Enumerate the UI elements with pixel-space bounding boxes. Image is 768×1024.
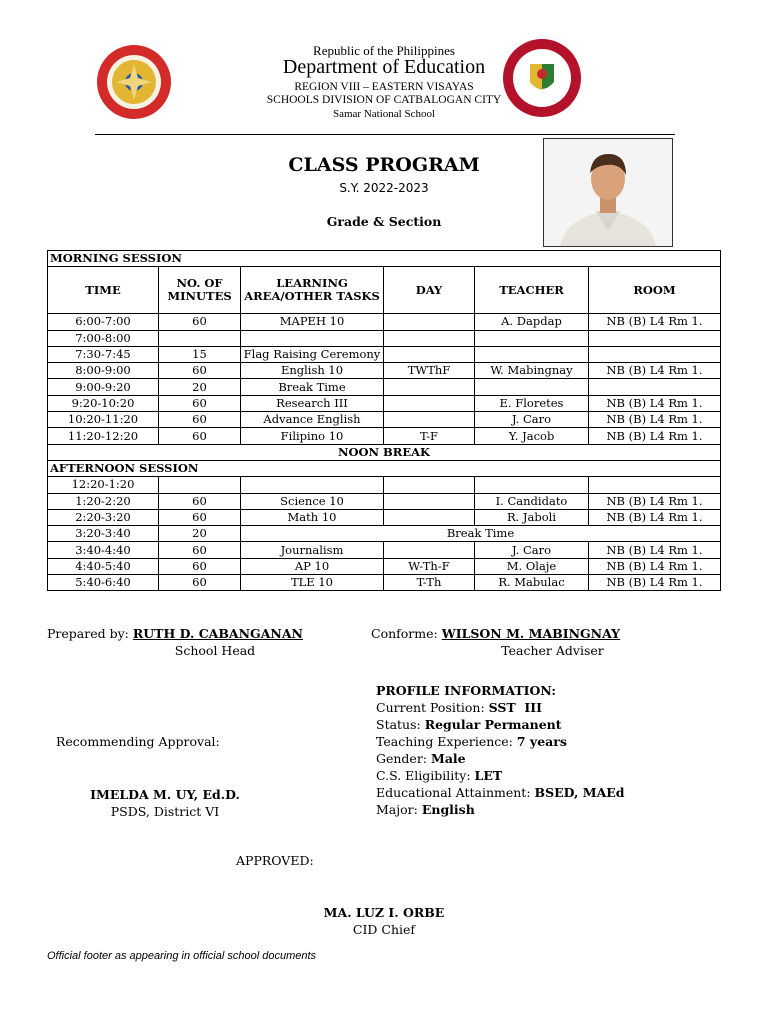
approved-title: CID Chief	[352, 922, 416, 937]
room-cell	[589, 379, 721, 395]
room-cell: NB (B) L4 Rm 1.	[589, 412, 721, 428]
division-line: SCHOOLS DIVISION OF CATBALOGAN CITY	[266, 94, 502, 106]
table-row	[48, 412, 721, 428]
area-cell: TLE 10	[241, 575, 384, 591]
time-cell: 6:00-7:00	[48, 314, 159, 330]
profile-item	[376, 750, 625, 767]
room-cell: NB (B) L4 Rm 1.	[589, 363, 721, 379]
day-cell: W-Th-F	[384, 558, 475, 574]
room-cell: NB (B) L4 Rm 1.	[589, 395, 721, 411]
minutes-cell: 60	[159, 412, 241, 428]
prepared-by	[47, 626, 303, 641]
minutes-cell: 20	[159, 379, 241, 395]
conforme-title: Teacher Adviser	[501, 643, 604, 658]
profile-item-value: BSED, MAEd	[534, 785, 625, 800]
area-cell: Journalism	[241, 542, 384, 558]
minutes-cell: 60	[159, 558, 241, 574]
time-cell: 7:30-7:45	[48, 346, 159, 362]
profile-item	[376, 801, 625, 818]
minutes-cell	[159, 330, 241, 346]
day-cell	[384, 346, 475, 362]
teacher-cell: E. Floretes	[475, 395, 589, 411]
prepared-label: Prepared by:	[47, 626, 129, 641]
profile-item-value: Male	[431, 751, 466, 766]
teacher-cell: R. Jaboli	[475, 509, 589, 525]
header-room: ROOM	[589, 267, 721, 314]
area-cell: Break Time	[241, 526, 721, 542]
area-cell: Filipino 10	[241, 428, 384, 444]
profile-heading: PROFILE INFORMATION:	[376, 683, 556, 698]
day-cell	[384, 395, 475, 411]
conforme-label: Conforme:	[371, 626, 438, 641]
document-footer: Official footer as appearing in official school documents	[47, 950, 317, 962]
teacher-photo	[543, 138, 673, 247]
profile-item	[376, 767, 625, 784]
time-cell: 4:40-5:40	[48, 558, 159, 574]
profile-item-value: English	[421, 802, 475, 817]
profile-item-label: Teaching Experience:	[376, 734, 517, 749]
profile-item	[376, 784, 625, 801]
region-line: REGION VIII – EASTERN VISAYAS	[294, 81, 474, 93]
area-cell: Flag Raising Ceremony	[241, 346, 384, 362]
header-minutes: NO. OF MINUTES	[159, 267, 241, 314]
recommending-label: Recommending Approval:	[56, 734, 220, 749]
day-cell	[384, 542, 475, 558]
recommending-title: PSDS, District VI	[110, 804, 220, 819]
table-row	[48, 428, 721, 444]
room-cell: NB (B) L4 Rm 1.	[589, 558, 721, 574]
area-cell: Science 10	[241, 493, 384, 509]
table-row	[48, 509, 721, 525]
header-teacher: TEACHER	[475, 267, 589, 314]
school-name: Samar National School	[332, 108, 436, 120]
prepared-name: RUTH D. CABANGANAN	[132, 626, 303, 641]
table-row	[48, 395, 721, 411]
teacher-cell: J. Caro	[475, 412, 589, 428]
minutes-cell: 20	[159, 526, 241, 542]
time-cell: 9:00-9:20	[48, 379, 159, 395]
room-cell	[589, 330, 721, 346]
area-cell: MAPEH 10	[241, 314, 384, 330]
area-cell: Math 10	[241, 509, 384, 525]
room-cell: NB (B) L4 Rm 1.	[589, 542, 721, 558]
room-cell: NB (B) L4 Rm 1.	[589, 493, 721, 509]
table-row	[48, 314, 721, 330]
minutes-cell: 60	[159, 363, 241, 379]
header-day: DAY	[384, 267, 475, 314]
teacher-cell: M. Olaje	[475, 558, 589, 574]
approved-name: MA. LUZ I. ORBE	[323, 905, 445, 920]
table-row	[48, 330, 721, 346]
minutes-cell: 15	[159, 346, 241, 362]
approved-label: APPROVED:	[236, 853, 314, 868]
day-cell	[384, 509, 475, 525]
profile-item-value: Regular Permanent	[424, 717, 562, 732]
recommending-name: IMELDA M. UY, Ed.D.	[90, 787, 240, 802]
table-row	[48, 526, 721, 542]
minutes-cell: 60	[159, 314, 241, 330]
header-time: TIME	[48, 267, 159, 314]
day-cell	[384, 330, 475, 346]
table-row	[48, 363, 721, 379]
area-cell: Advance English	[241, 412, 384, 428]
room-cell: NB (B) L4 Rm 1.	[589, 509, 721, 525]
day-cell: TWThF	[384, 363, 475, 379]
profile-item-label: Gender:	[376, 751, 431, 766]
time-cell: 10:20-11:20	[48, 412, 159, 428]
profile-item	[376, 716, 625, 733]
teacher-cell: Y. Jacob	[475, 428, 589, 444]
day-cell	[384, 477, 475, 493]
table-header-row	[48, 267, 721, 314]
time-cell: 1:20-2:20	[48, 493, 159, 509]
noon-break-label: NOON BREAK	[48, 444, 721, 460]
minutes-cell: 60	[159, 395, 241, 411]
time-cell: 3:20-3:40	[48, 526, 159, 542]
profile-item-label: Major:	[376, 802, 422, 817]
time-cell: 11:20-12:20	[48, 428, 159, 444]
class-program-table	[47, 250, 721, 591]
minutes-cell: 60	[159, 542, 241, 558]
area-cell	[241, 330, 384, 346]
profile-item-value: SST III	[488, 700, 542, 715]
table-row	[48, 477, 721, 493]
room-cell: NB (B) L4 Rm 1.	[589, 575, 721, 591]
table-row	[48, 575, 721, 591]
profile-item-value: LET	[474, 768, 503, 783]
teacher-cell: I. Candidato	[475, 493, 589, 509]
time-cell: 3:40-4:40	[48, 542, 159, 558]
table-row	[48, 379, 721, 395]
day-cell	[384, 493, 475, 509]
day-cell	[384, 379, 475, 395]
minutes-cell	[159, 477, 241, 493]
department-name: Department of Education	[282, 56, 486, 78]
teacher-cell: W. Mabingnay	[475, 363, 589, 379]
school-year: S.Y. 2022-2023	[339, 181, 429, 195]
teacher-cell: A. Dapdap	[475, 314, 589, 330]
teacher-portrait-image	[544, 139, 672, 246]
grade-section-label: Grade & Section	[326, 214, 442, 229]
table-row	[48, 346, 721, 362]
area-cell: Break Time	[241, 379, 384, 395]
minutes-cell: 60	[159, 428, 241, 444]
teacher-cell	[475, 379, 589, 395]
area-cell: Research III	[241, 395, 384, 411]
room-cell: NB (B) L4 Rm 1.	[589, 428, 721, 444]
room-cell: NB (B) L4 Rm 1.	[589, 314, 721, 330]
profile-item-value: 7 years	[516, 734, 567, 749]
profile-item-label: C.S. Eligibility:	[376, 768, 475, 783]
day-cell: T-Th	[384, 575, 475, 591]
day-cell	[384, 314, 475, 330]
profile-item	[376, 733, 625, 750]
area-cell: English 10	[241, 363, 384, 379]
area-cell: AP 10	[241, 558, 384, 574]
republic-line: Republic of the Philippines	[313, 43, 455, 58]
time-cell: 5:40-6:40	[48, 575, 159, 591]
noon-break-row	[48, 444, 721, 460]
conforme	[371, 626, 620, 641]
minutes-cell: 60	[159, 493, 241, 509]
prepared-title: School Head	[174, 643, 256, 658]
profile-item-label: Educational Attainment:	[376, 785, 535, 800]
table-row	[48, 493, 721, 509]
area-cell	[241, 477, 384, 493]
morning-session-row	[48, 251, 721, 267]
profile-item-label: Status:	[376, 717, 425, 732]
teacher-cell: R. Mabulac	[475, 575, 589, 591]
teacher-cell	[475, 477, 589, 493]
day-cell	[384, 412, 475, 428]
afternoon-session-label: AFTERNOON SESSION	[48, 460, 721, 476]
room-cell	[589, 346, 721, 362]
minutes-cell: 60	[159, 575, 241, 591]
time-cell: 7:00-8:00	[48, 330, 159, 346]
day-cell: T-F	[384, 428, 475, 444]
table-row	[48, 542, 721, 558]
time-cell: 9:20-10:20	[48, 395, 159, 411]
profile-item	[376, 699, 625, 716]
teacher-cell	[475, 330, 589, 346]
header-divider	[95, 134, 675, 135]
profile-list	[376, 699, 625, 818]
profile-item-label: Current Position:	[376, 700, 489, 715]
room-cell	[589, 477, 721, 493]
document-title: CLASS PROGRAM	[288, 154, 480, 176]
table-row	[48, 558, 721, 574]
time-cell: 12:20-1:20	[48, 477, 159, 493]
teacher-cell: J. Caro	[475, 542, 589, 558]
morning-session-label: MORNING SESSION	[48, 251, 721, 267]
conforme-name: WILSON M. MABINGNAY	[441, 626, 621, 641]
afternoon-session-row	[48, 460, 721, 476]
header-learning-area: LEARNING AREA/OTHER TASKS	[241, 267, 384, 314]
teacher-cell	[475, 346, 589, 362]
minutes-cell: 60	[159, 509, 241, 525]
time-cell: 2:20-3:20	[48, 509, 159, 525]
time-cell: 8:00-9:00	[48, 363, 159, 379]
